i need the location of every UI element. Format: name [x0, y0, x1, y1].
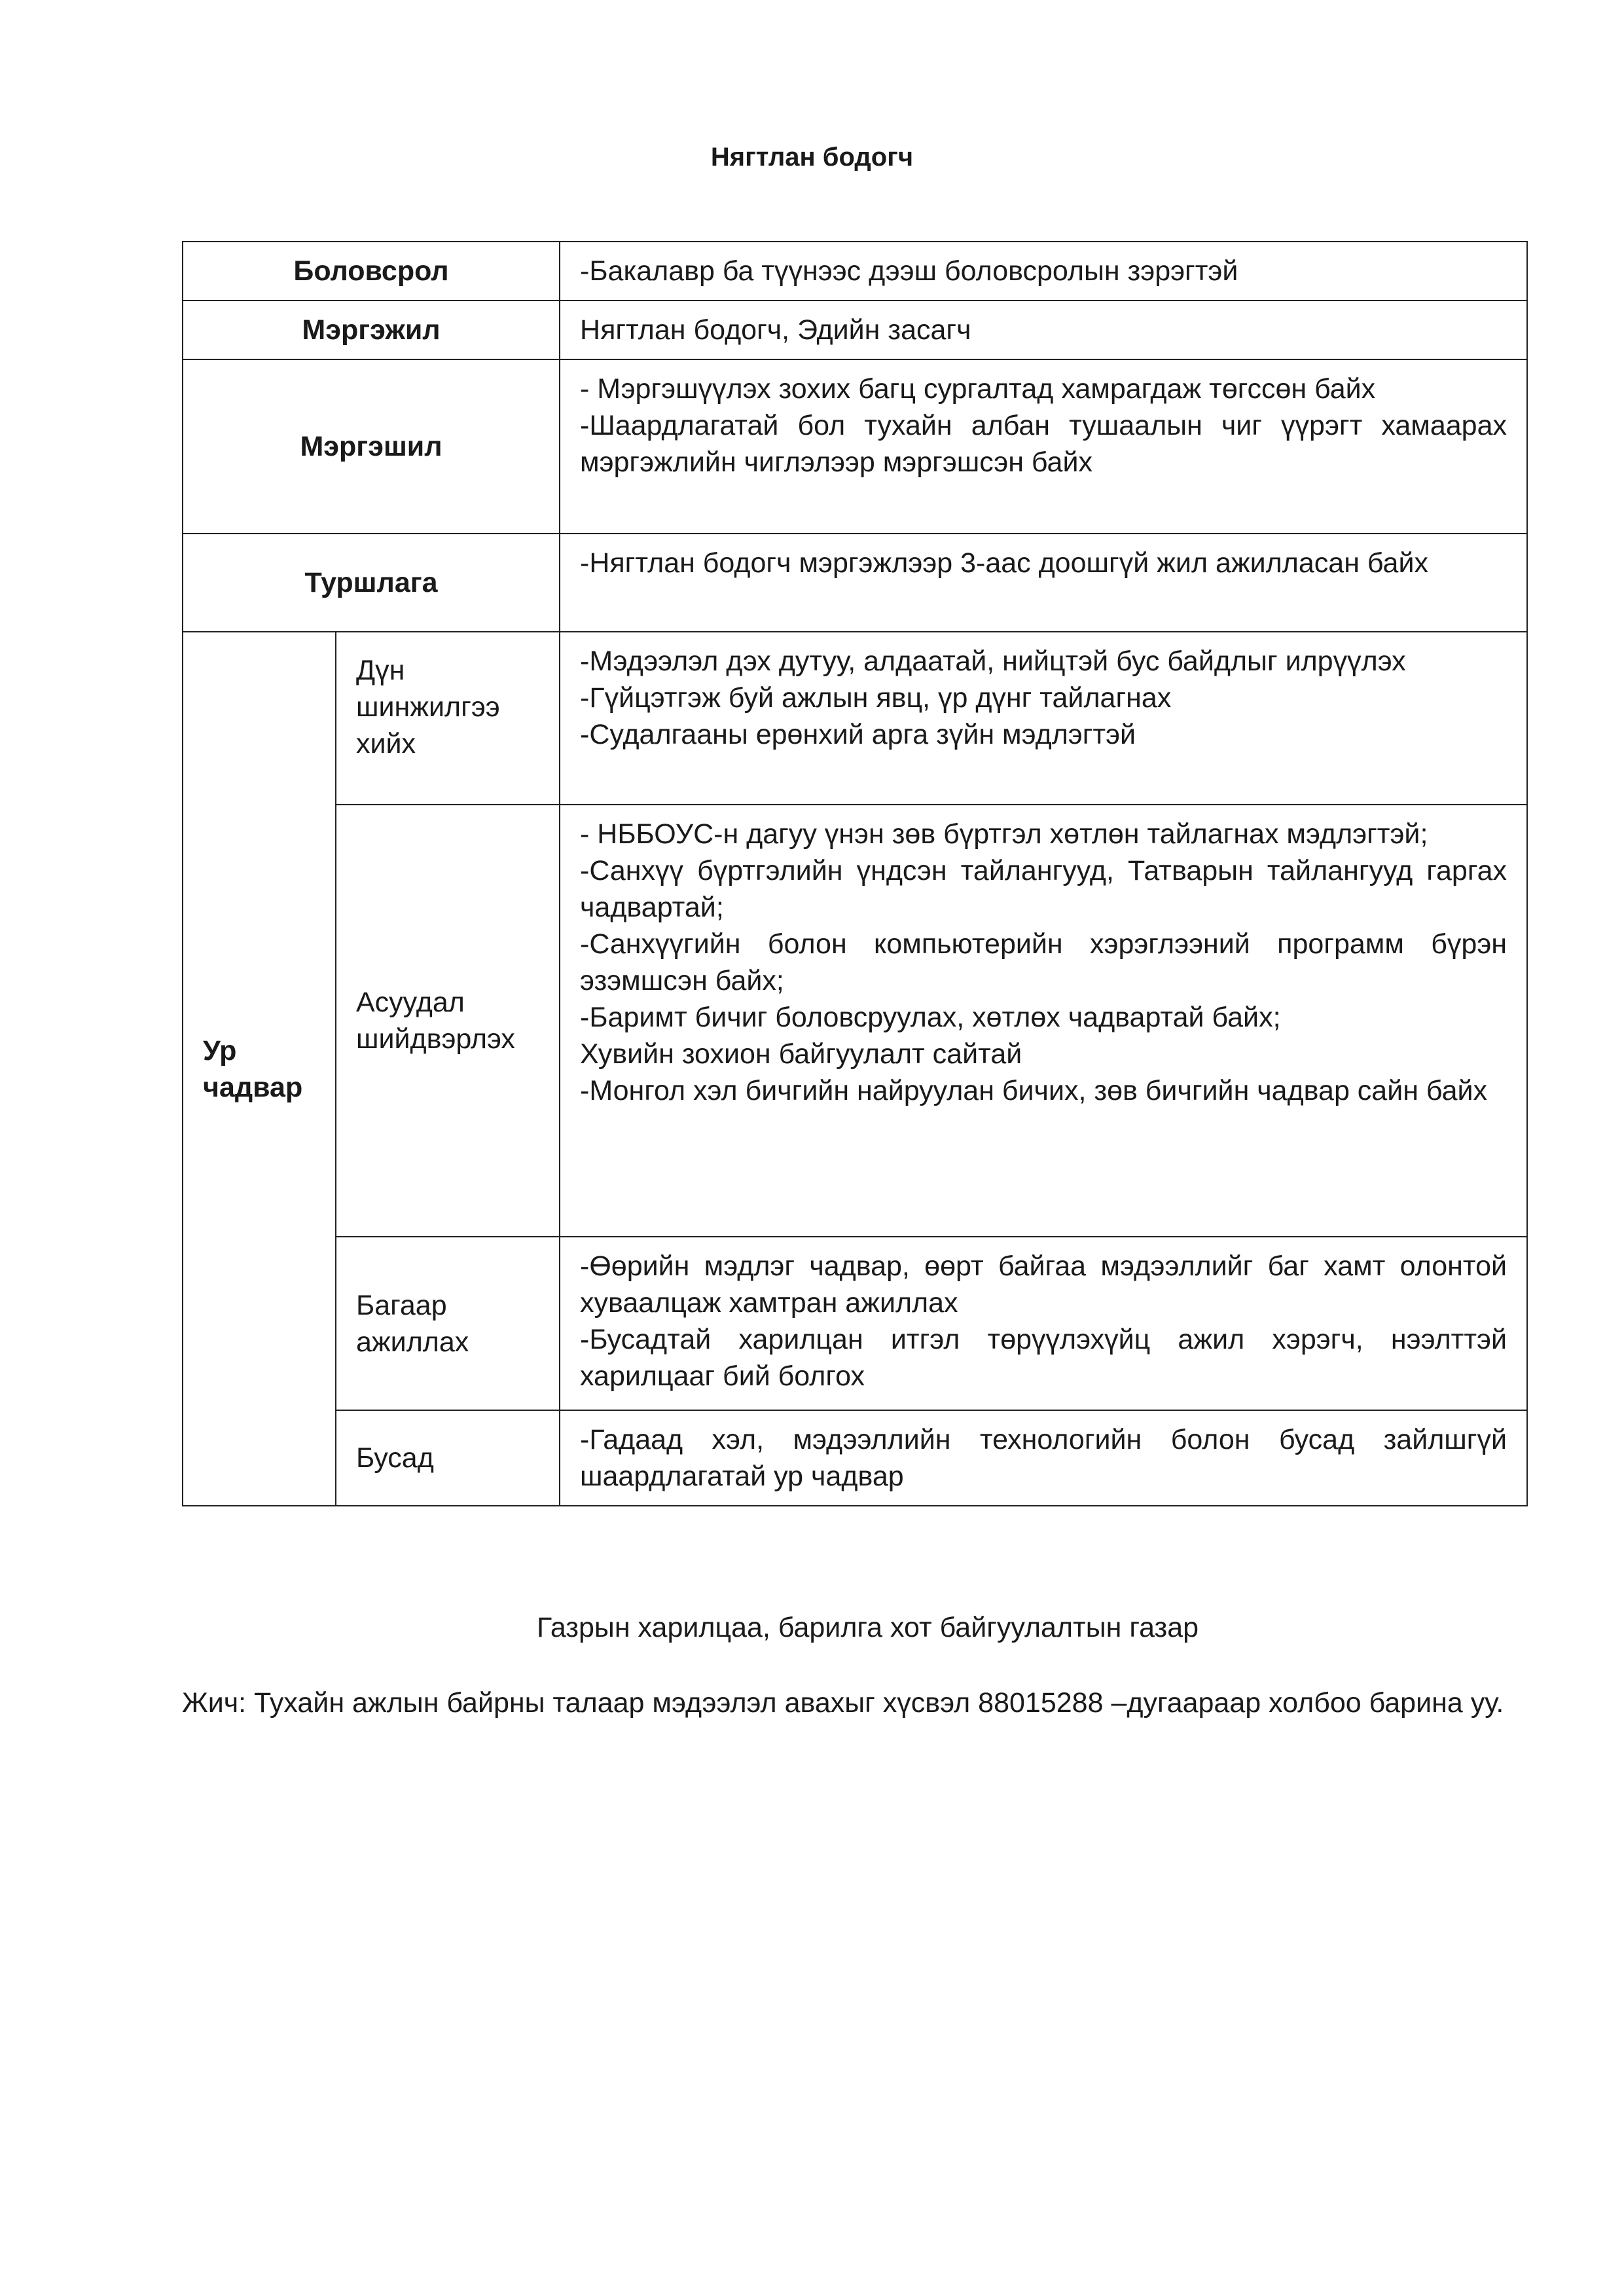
profession-line: Нягтлан бодогч, Эдийн засагч [580, 314, 971, 346]
table-row-skill-other [183, 1410, 1527, 1506]
skill-analysis-label: Дүн шинжилгээ хийх [336, 632, 560, 805]
skill-teamwork-line: -Өөрийн мэдлэг чадвар, өөрт байгаа мэдээллийг баг хамт олонтой хуваалцаж хамтран ажиллах [580, 1250, 1507, 1319]
profession-value [560, 301, 1527, 359]
skill-analysis-line: -Судалгааны ерөнхий арга зүйн мэдлэгтэй [580, 719, 1136, 750]
table-row-experience [183, 534, 1527, 632]
profession-label: Мэргэжил [183, 301, 560, 359]
requirements-table [182, 241, 1528, 1506]
skill-problem-solving-label: Асуудал шийдвэрлэх [336, 805, 560, 1237]
table-row-specialization [183, 359, 1527, 534]
table-row-skill-analysis [183, 632, 1527, 805]
skill-analysis-line: -Гүйцэтгэж буй ажлын явц, үр дүнг тайлагнах [580, 682, 1172, 714]
specialization-value [560, 359, 1527, 534]
skill-teamwork-line: -Бусадтай харилцан итгэл төрүүлэхүйц ажил хэрэгч, нээлттэй харилцааг бий болгох [580, 1324, 1507, 1392]
page-title: Нягтлан бодогч [710, 143, 914, 172]
skills-label: Ур чадвар [183, 632, 336, 1506]
skill-other-value [560, 1410, 1527, 1506]
skill-problem-solving-value [560, 805, 1527, 1237]
skill-other-line: -Гадаад хэл, мэдээллийн технологийн болон бусад зайлшгүй шаардлагатай ур чадвар [580, 1424, 1507, 1492]
skill-problem-solving-line: -Монгол хэл бичгийн найруулан бичих, зөв бичгийн чадвар сайн байх [580, 1075, 1488, 1106]
experience-value [560, 534, 1527, 632]
table-row-skill-problem-solving [183, 805, 1527, 1237]
table-row-skill-teamwork [183, 1237, 1527, 1410]
skill-problem-solving-line: Хувийн зохион байгуулалт сайтай [580, 1038, 1022, 1070]
specialization-line: - Мэргэшүүлэх зохих багц сургалтад хамрагдаж төгссөн байх [580, 373, 1376, 405]
experience-label: Туршлага [183, 534, 560, 632]
skill-analysis-value [560, 632, 1527, 805]
skill-problem-solving-line: -Баримт бичиг боловсруулах, хөтлөх чадвартай байх; [580, 1002, 1281, 1033]
education-value [560, 242, 1527, 301]
contact-note: Жич: Тухайн ажлын байрны талаар мэдээлэл авахыг хүсвэл 88015288 –дугаараар холбоо барина уу. [182, 1687, 1504, 1719]
specialization-label: Мэргэшил [183, 359, 560, 534]
skill-problem-solving-line: -Санхүү бүртгэлийн үндсэн тайлангууд, Татварын тайлангууд гаргах чадвартай; [580, 855, 1507, 923]
skill-analysis-line: -Мэдээлэл дэх дутуу, алдаатай, нийцтэй бус байдлыг илрүүлэх [580, 646, 1406, 677]
education-line: -Бакалавр ба түүнээс дээш боловсролын зэрэгтэй [580, 255, 1238, 287]
table-row-profession [183, 301, 1527, 359]
skill-teamwork-label: Багаар ажиллах [336, 1237, 560, 1410]
skill-teamwork-value [560, 1237, 1527, 1410]
skill-problem-solving-line: -Санхүүгийн болон компьютерийн хэрэглээний программ бүрэн эзэмшсэн байх; [580, 928, 1507, 996]
experience-line: -Нягтлан бодогч мэргэжлээр 3-аас доошгүй жил ажилласан байх [580, 547, 1428, 579]
skill-problem-solving-line: - НББОУС-н дагуу үнэн зөв бүртгэл хөтлөн тайлагнах мэдлэгтэй; [580, 818, 1428, 850]
organization-name: Газрын харилцаа, барилга хот байгуулалтын газар [537, 1612, 1199, 1643]
table-row-education [183, 242, 1527, 301]
specialization-line: -Шаардлагатай бол тухайн албан тушаалын чиг үүрэгт хамаарах мэргэжлийн чиглэлээр мэргэшсэн байх [580, 410, 1507, 478]
skill-other-label: Бусад [336, 1410, 560, 1506]
education-label: Боловсрол [183, 242, 560, 301]
